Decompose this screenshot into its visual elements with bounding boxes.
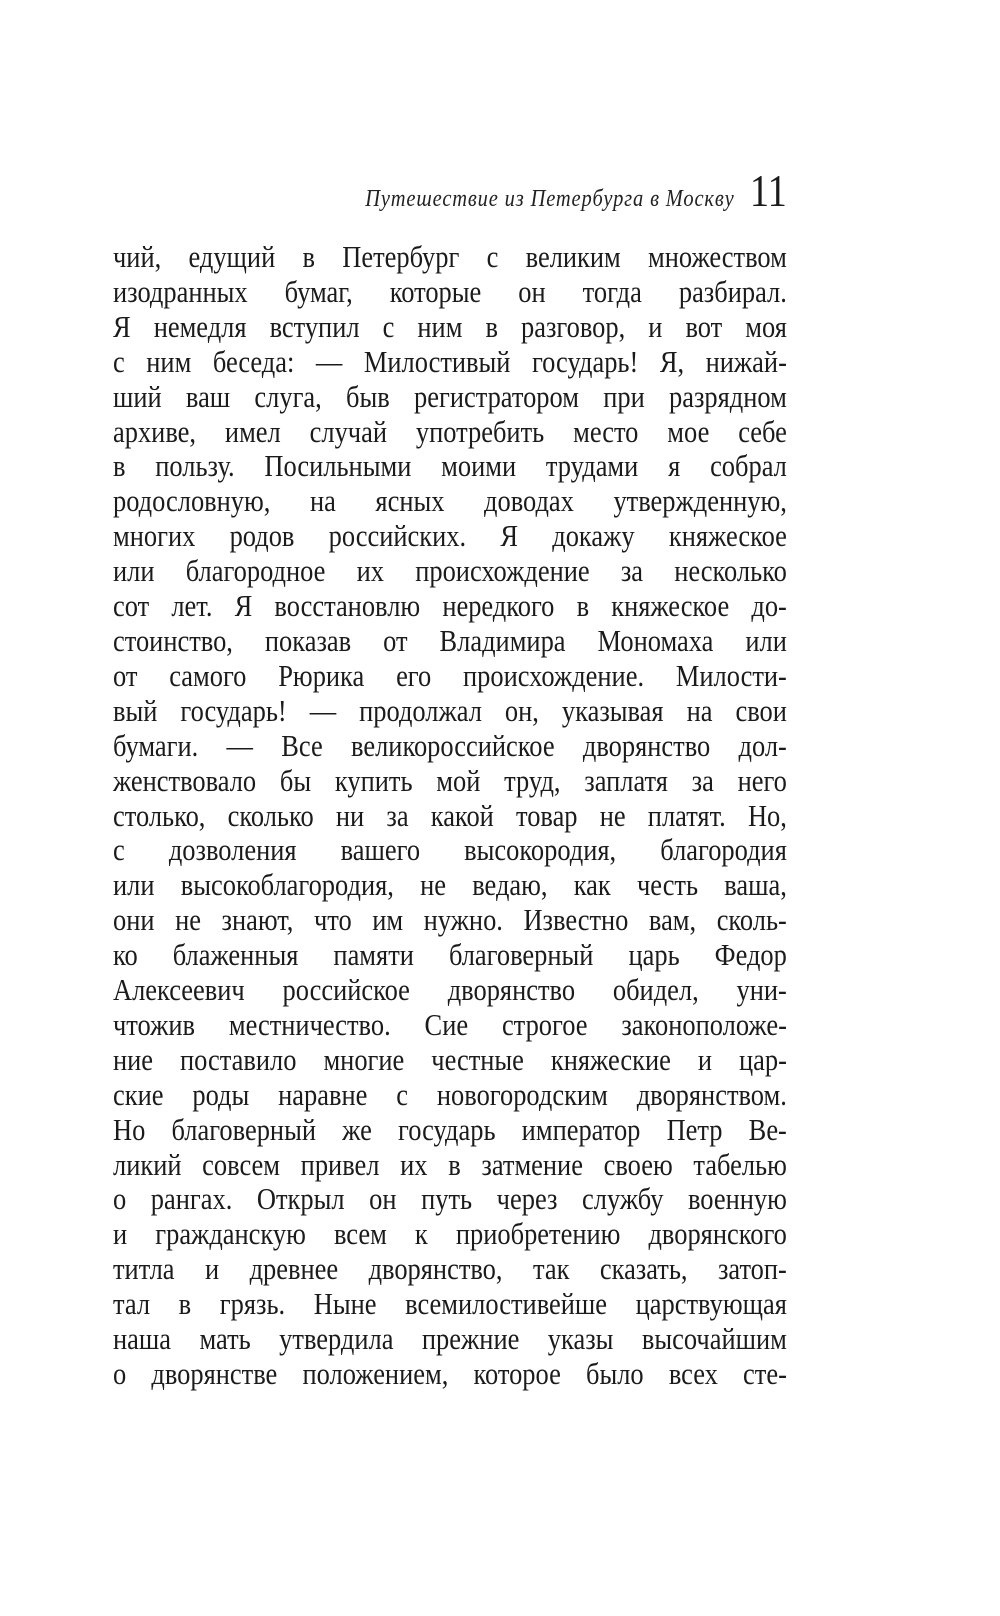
text-line: ший ваш слуга, быв регистратором при разрядном (113, 378, 787, 414)
text-line: чий, едущий в Петербург с великим множеством (113, 239, 787, 274)
text-line: тал в грязь. Ныне всемилостивейше царствующая (113, 1286, 787, 1322)
body-text (113, 240, 787, 1392)
text-line: многих родов российских. Я докажу княжеское (113, 518, 787, 554)
text-line: или высокоблагородия, не ведаю, как честь ваша, (113, 867, 787, 903)
text-line: стоинство, показав от Владимира Мономаха или (113, 622, 787, 658)
text-line: и гражданскую всем к приобретению дворянского (113, 1216, 787, 1252)
text-line: сот лет. Я восстановлю нередкого в княжеское до- (113, 588, 787, 624)
text-line: архиве, имел случай употребить место мое себе (113, 413, 787, 449)
text-line: ские роды наравне с новогородским дворянством. (113, 1076, 787, 1112)
text-line: ко блаженныя памяти благоверный царь Федор (113, 937, 787, 973)
text-line: о рангах. Открыл он путь через службу военную (113, 1181, 787, 1217)
text-line: вый государь! — продолжал он, указывая на свои (113, 692, 787, 728)
text-line: в пользу. Посильными моими трудами я собрал (113, 448, 787, 484)
text-line: они не знают, что им нужно. Известно вам, сколь- (113, 902, 787, 938)
text-line: с дозволения вашего высокородия, благородия (113, 832, 787, 868)
text-line: Но благоверный же государь император Петр Ве- (113, 1111, 787, 1147)
page-number: 11 (749, 166, 787, 216)
text-line: столько, сколько ни за какой товар не платят. Но, (113, 797, 787, 833)
text-line: Алексеевич российское дворянство обидел, уни- (113, 972, 787, 1008)
page-header (113, 166, 787, 216)
text-line: женствовало бы купить мой труд, заплатя за него (113, 762, 787, 798)
text-line: наша мать утвердила прежние указы высочайшим (113, 1321, 787, 1357)
text-line: чтожив местничество. Сие строгое законоположе- (113, 1006, 787, 1042)
text-line: Я немедля вступил с ним в разговор, и вот моя (113, 308, 787, 344)
text-line: с ним беседа: — Милостивый государь! Я, нижай- (113, 343, 787, 379)
text-line: ликий совсем привел их в затмение своею табелью (113, 1146, 787, 1182)
text-line: изодранных бумаг, которые он тогда разбирал. (113, 273, 787, 309)
text-line: родословную, на ясных доводах утвержденную, (113, 483, 787, 519)
text-line: от самого Рюрика его происхождение. Милости- (113, 657, 787, 693)
text-line: бумаги. — Все великороссийское дворянство дол- (113, 727, 787, 763)
text-line: или благородное их происхождение за несколько (113, 553, 787, 589)
text-line: титла и древнее дворянство, так сказать, затоп- (113, 1251, 787, 1287)
text-line: о дворянстве положением, которое было всех сте- (113, 1356, 787, 1391)
text-line: ние поставило многие честные княжеские и цар- (113, 1041, 787, 1077)
running-title: Путешествие из Петербурга в Москву (365, 186, 735, 212)
